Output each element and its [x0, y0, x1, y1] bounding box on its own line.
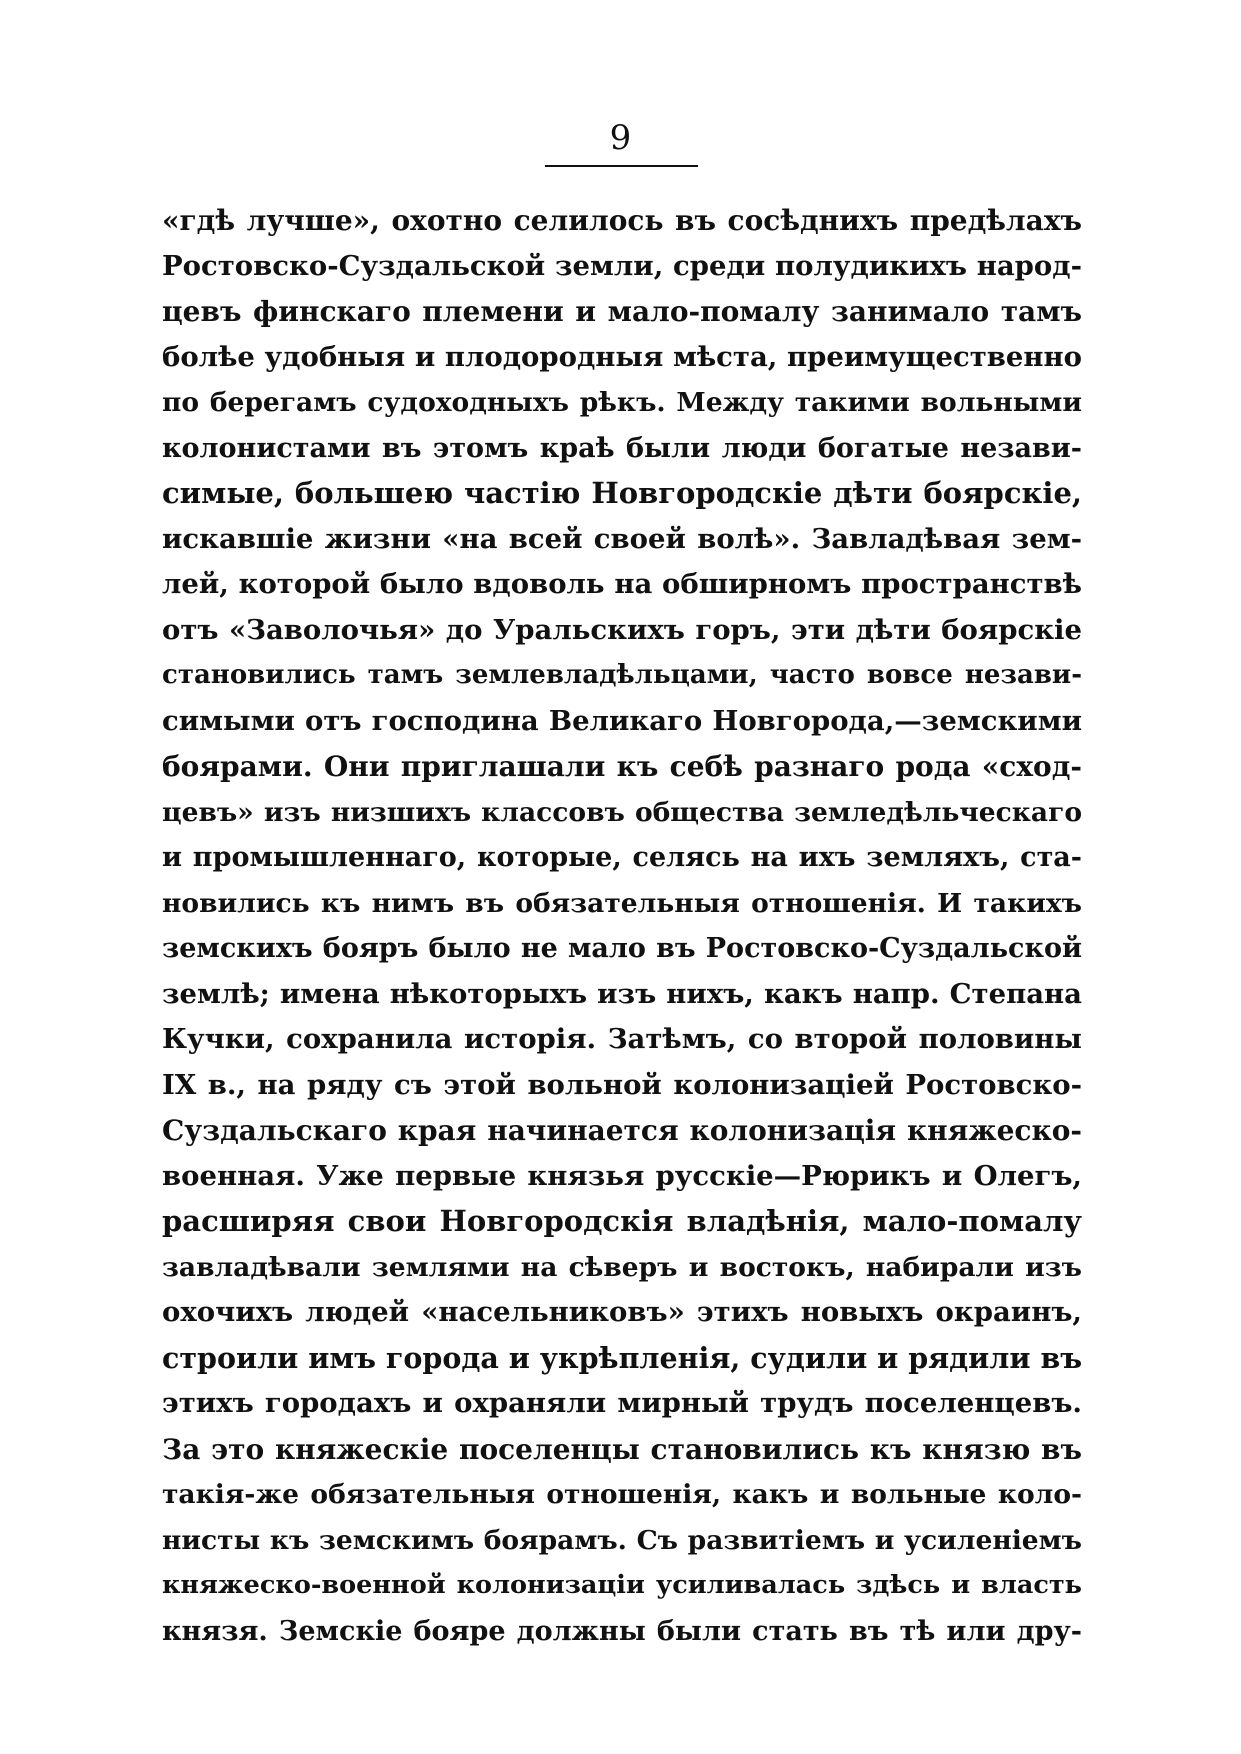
text-line: этихъ городахъ и охраняли мирный трудъ поселенцевъ.: [162, 1387, 1082, 1419]
text-line: землѣ; имена нѣкоторыхъ изъ нихъ, какъ напр. Степана: [162, 977, 1082, 1010]
text-line: новились къ нимъ въ обязательныя отношенія. И такихъ: [162, 887, 1082, 919]
text-line: строили имъ города и укрѣпленія, судили и рядили въ: [162, 1340, 1082, 1375]
text-line: Ростовско-Суздальской земли, среди полудикихъ народ-: [162, 249, 1082, 282]
text-line: цевъ» изъ низшихъ классовъ общества земледѣльческаго: [162, 796, 1082, 828]
text-line: цевъ финскаго племени и мало-помалу занимало тамъ: [162, 295, 1082, 328]
text-line: княжеско-военной колонизаціи усиливалась здѣсь и власть: [162, 1570, 1082, 1600]
text-line: такія-же обязательныя отношенія, какъ и вольные коло-: [162, 1479, 1082, 1510]
text-line: князя. Земскіе бояре должны были стать въ тѣ или дру-: [162, 1615, 1082, 1647]
text-line: становились тамъ землевладѣльцами, часто вовсе незави-: [162, 660, 1082, 690]
text-line: лей, которой было вдоволь на обширномъ пространствѣ: [162, 568, 1082, 600]
text-line: колонистами въ этомъ краѣ были люди богатые незави-: [162, 432, 1082, 464]
text-line: по берегамъ судоходныхъ рѣкъ. Между такими вольными: [162, 387, 1082, 418]
text-line: расширяя свои Новгородскія владѣнія, мало-помалу: [162, 1204, 1082, 1238]
text-line: охочихъ людей «насельниковъ» этихъ новыхъ окраинъ,: [162, 1296, 1082, 1328]
text-line: и промышленнаго, которые, селясь на ихъ земляхъ, ста-: [162, 842, 1082, 873]
page-number: 9: [609, 118, 632, 158]
text-line: симыми отъ господина Великаго Новгорода,—земскими: [162, 704, 1082, 737]
text-line: За это княжескіе поселенцы становились къ князю въ: [162, 1432, 1082, 1466]
text-line: IX в., на ряду съ этой вольной колонизаціей Ростовско-: [162, 1068, 1082, 1101]
text-line: «гдѣ лучше», охотно селилось въ сосѣднихъ предѣлахъ: [162, 204, 1082, 237]
text-line: болѣе удобныя и плодородныя мѣста, преимущественно: [162, 340, 1082, 373]
text-line: Кучки, сохранила исторія. Затѣмъ, со второй половины: [162, 1023, 1082, 1055]
body-text: [162, 198, 1082, 1654]
text-line: боярами. Они приглашали къ себѣ разнаго рода «сход-: [162, 750, 1082, 783]
header-rule: [545, 165, 698, 167]
text-line: завладѣвали землями на сѣверъ и востокъ, набирали изъ: [162, 1251, 1082, 1283]
text-line: военная. Уже первые князья русскіе—Рюрикъ и Олегъ,: [162, 1159, 1082, 1192]
text-line: искавшіе жизни «на всей своей волѣ». Завладѣвая зем-: [162, 522, 1082, 555]
text-line: симые, большею частію Новгородскіе дѣти боярскіе,: [162, 476, 1082, 510]
text-line: нисты къ земскимъ боярамъ. Съ развитіемъ и усиленіемъ: [162, 1524, 1082, 1556]
text-line: земскихъ бояръ было не мало въ Ростовско-Суздальской: [162, 933, 1082, 964]
text-line: Суздальскаго края начинается колонизація княжеско-: [162, 1114, 1082, 1147]
text-line: отъ «Заволочья» до Уральскихъ горъ, эти дѣти боярскіе: [162, 613, 1082, 646]
